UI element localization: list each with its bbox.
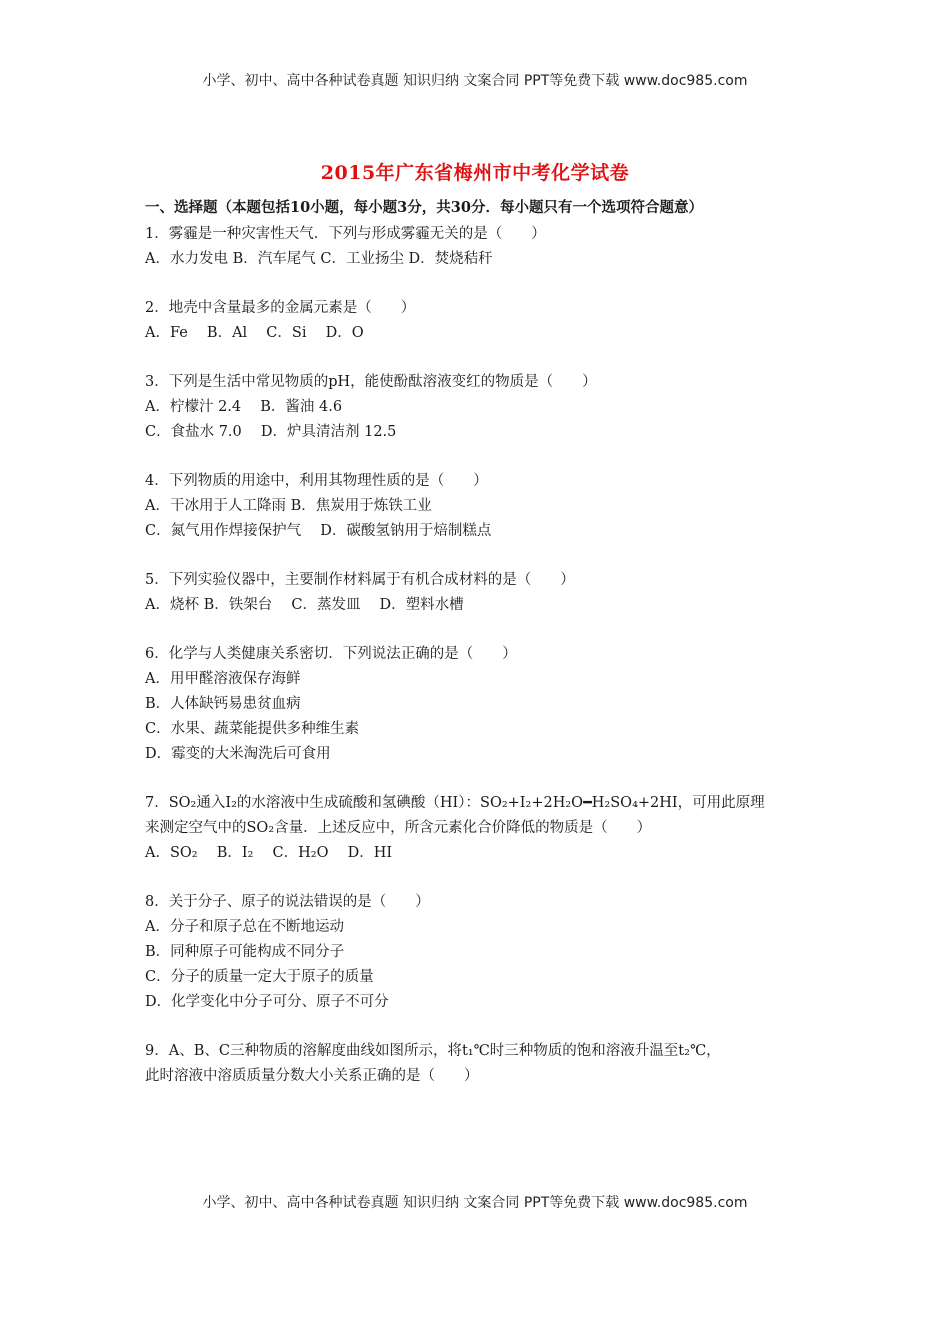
answer-options: A．烧杯 B．铁架台 C．蒸发皿 D．塑料水槽 [145, 597, 464, 613]
question-text: 5．下列实验仪器中，主要制作材料属于有机合成材料的是（ ） [145, 572, 575, 588]
answer-options: C．氮气用作焊接保护气 D．碳酸氢钠用于焙制糕点 [145, 523, 492, 539]
question-6 [145, 642, 815, 767]
question-7 [145, 791, 815, 866]
question-text: 3．下列是生活中常见物质的pH，能使酚酞溶液变红的物质是（ ） [145, 374, 597, 390]
question-4 [145, 469, 815, 544]
question-2 [145, 296, 815, 346]
question-text: 8．关于分子、原子的说法错误的是（ ） [145, 894, 430, 910]
answer-options: C．食盐水 7.0 D．炉具清洁剂 12.5 [145, 424, 397, 440]
question-text: 来测定空气中的SO₂含量．上述反应中，所含元素化合价降低的物质是（ ） [145, 820, 652, 836]
answer-option-b: B．人体缺钙易患贫血病 [145, 696, 301, 712]
answer-option-c: C．水果、蔬菜能提供多种维生素 [145, 721, 360, 737]
header-banner: 小学、初中、高中各种试卷真题 知识归纳 文案合同 PPT等免费下载 www.doc985.com [202, 73, 748, 89]
question-text: 此时溶液中溶质质量分数大小关系正确的是（ ） [145, 1068, 479, 1084]
answer-options: A．SO₂ B．I₂ C．H₂O D．HI [145, 845, 393, 861]
answer-option-b: B．同种原子可能构成不同分子 [145, 944, 345, 960]
question-1 [145, 222, 815, 272]
answer-option-d: D．化学变化中分子可分、原子不可分 [145, 994, 389, 1010]
question-text: 7．SO₂通入I₂的水溶液中生成硫酸和氢碘酸（HI）：SO₂+I₂+2H₂O━H₂SO₄+2HI，可用此原理 [145, 795, 765, 811]
answer-options: A．干冰用于人工降雨 B．焦炭用于炼铁工业 [145, 498, 432, 514]
question-text: 2．地壳中含量最多的金属元素是（ ） [145, 300, 416, 316]
question-8 [145, 890, 815, 1015]
answer-options: A．水力发电 B．汽车尾气 C．工业扬尘 D．焚烧秸秆 [145, 251, 493, 267]
answer-option-c: C．分子的质量一定大于原子的质量 [145, 969, 374, 985]
question-text: 6．化学与人类健康关系密切．下列说法正确的是（ ） [145, 646, 517, 662]
answer-option-a: A．用甲醛溶液保存海鲜 [145, 671, 301, 687]
question-5 [145, 568, 815, 618]
page-title: 2015年广东省梅州市中考化学试卷 [320, 162, 630, 184]
exam-content [145, 196, 815, 1089]
answer-options: A．Fe B．Al C．Si D．O [145, 325, 364, 341]
section-heading: 一、选择题（本题包括10小题，每小题3分，共30分．每小题只有一个选项符合题意） [145, 199, 703, 216]
question-text: 4．下列物质的用途中，利用其物理性质的是（ ） [145, 473, 488, 489]
answer-options: A．柠檬汁 2.4 B．酱油 4.6 [145, 399, 343, 415]
question-text: 9．A、B、C三种物质的溶解度曲线如图所示，将t₁℃时三种物质的饱和溶液升温至t₂℃， [145, 1043, 721, 1059]
footer-banner: 小学、初中、高中各种试卷真题 知识归纳 文案合同 PPT等免费下载 www.doc985.com [202, 1195, 748, 1211]
answer-option-a: A．分子和原子总在不断地运动 [145, 919, 344, 935]
question-9 [145, 1039, 815, 1089]
question-text: 1．雾霾是一种灾害性天气．下列与形成雾霾无关的是（ ） [145, 226, 546, 242]
answer-option-d: D．霉变的大米淘洗后可食用 [145, 746, 331, 762]
question-3 [145, 370, 815, 445]
